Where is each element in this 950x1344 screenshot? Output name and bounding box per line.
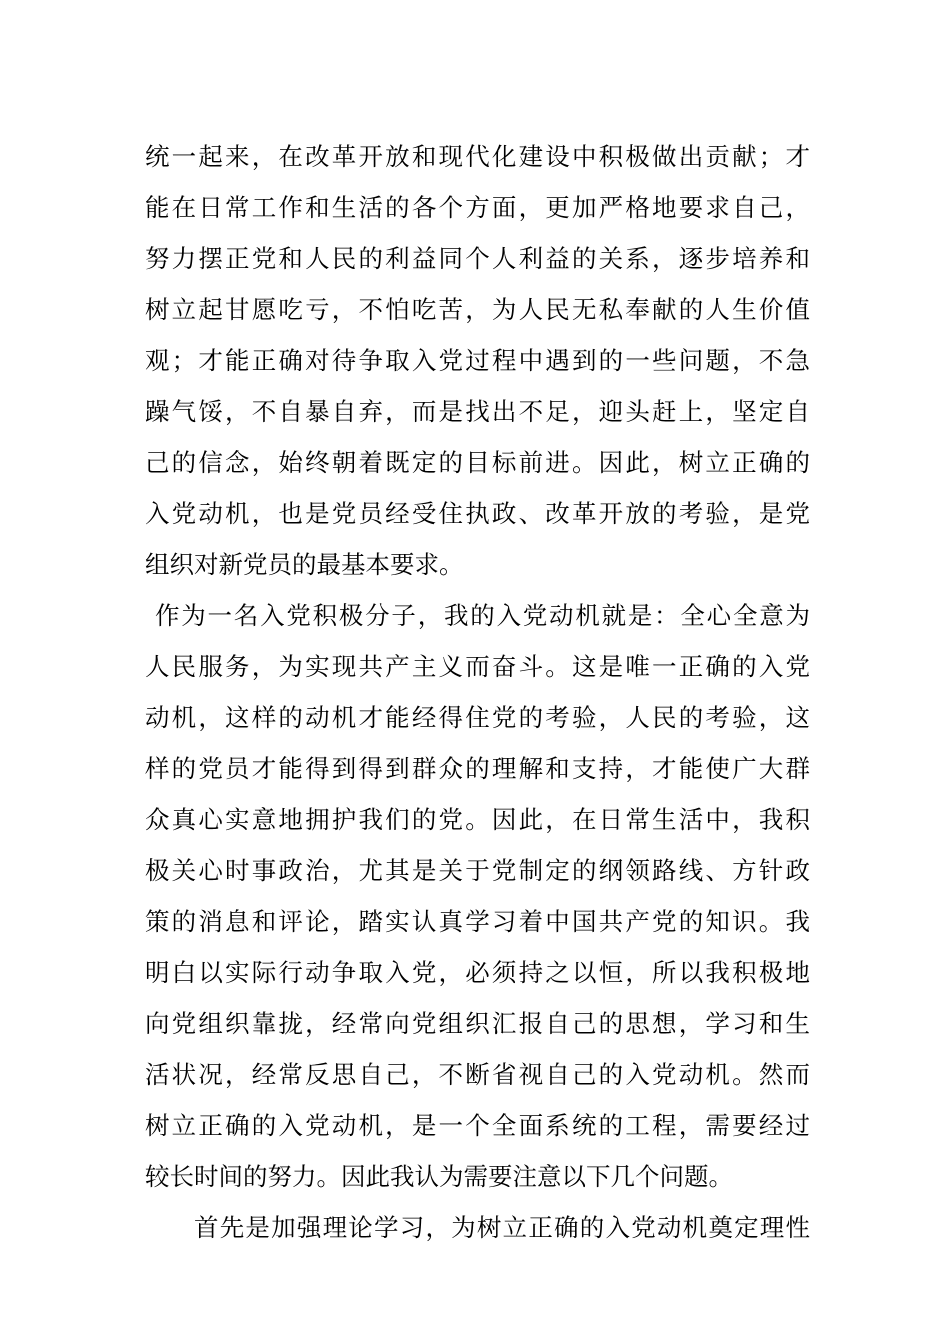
- text-line: 极关心时事政治，尤其是关于党制定的纲领路线、方针政: [145, 856, 810, 885]
- text-line: 众真心实意地拥护我们的党。因此，在日常生活中，我积: [145, 805, 810, 834]
- text-line: 入党动机，也是党员经受住执政、改革开放的考验，是党: [145, 499, 810, 528]
- text-line: 动机，这样的动机才能经得住党的考验，人民的考验，这: [145, 703, 810, 732]
- paragraph-start-line: 作为一名入党积极分子，我的入党动机就是：全心全意为: [155, 601, 810, 630]
- text-line: 策的消息和评论，踏实认真学习着中国共产党的知识。我: [145, 907, 810, 936]
- text-line: 树立起甘愿吃亏，不怕吃苦，为人民无私奉献的人生价值: [145, 295, 810, 324]
- text-line: 己的信念，始终朝着既定的目标前进。因此，树立正确的: [145, 448, 810, 477]
- text-line: 向党组织靠拢，经常向党组织汇报自己的思想，学习和生: [145, 1009, 810, 1038]
- text-line: 人民服务，为实现共产主义而奋斗。这是唯一正确的入党: [145, 652, 810, 681]
- text-line: 努力摆正党和人民的利益同个人利益的关系，逐步培养和: [145, 244, 810, 273]
- text-line: 树立正确的入党动机，是一个全面系统的工程，需要经过: [145, 1111, 810, 1140]
- text-line: 样的党员才能得到得到群众的理解和支持，才能使广大群: [145, 754, 810, 783]
- text-line: 观；才能正确对待争取入党过程中遇到的一些问题，不急: [145, 346, 810, 375]
- body-text: [145, 131, 810, 1253]
- text-line: 活状况，经常反思自己，不断省视自己的入党动机。然而: [145, 1060, 810, 1089]
- text-line: 明白以实际行动争取入党，必须持之以恒，所以我积极地: [145, 958, 810, 987]
- text-line: 能在日常工作和生活的各个方面，更加严格地要求自己，: [145, 193, 810, 222]
- text-line: 躁气馁，不自暴自弃，而是找出不足，迎头赶上，坚定自: [145, 397, 810, 426]
- text-line: 统一起来，在改革开放和现代化建设中积极做出贡献；才: [145, 142, 810, 171]
- text-line: 较长时间的努力。因此我认为需要注意以下几个问题。: [145, 1162, 733, 1191]
- paragraph-start-line: 首先是加强理论学习，为树立正确的入党动机奠定理性: [194, 1213, 810, 1242]
- text-line: 组织对新党员的最基本要求。: [145, 550, 464, 579]
